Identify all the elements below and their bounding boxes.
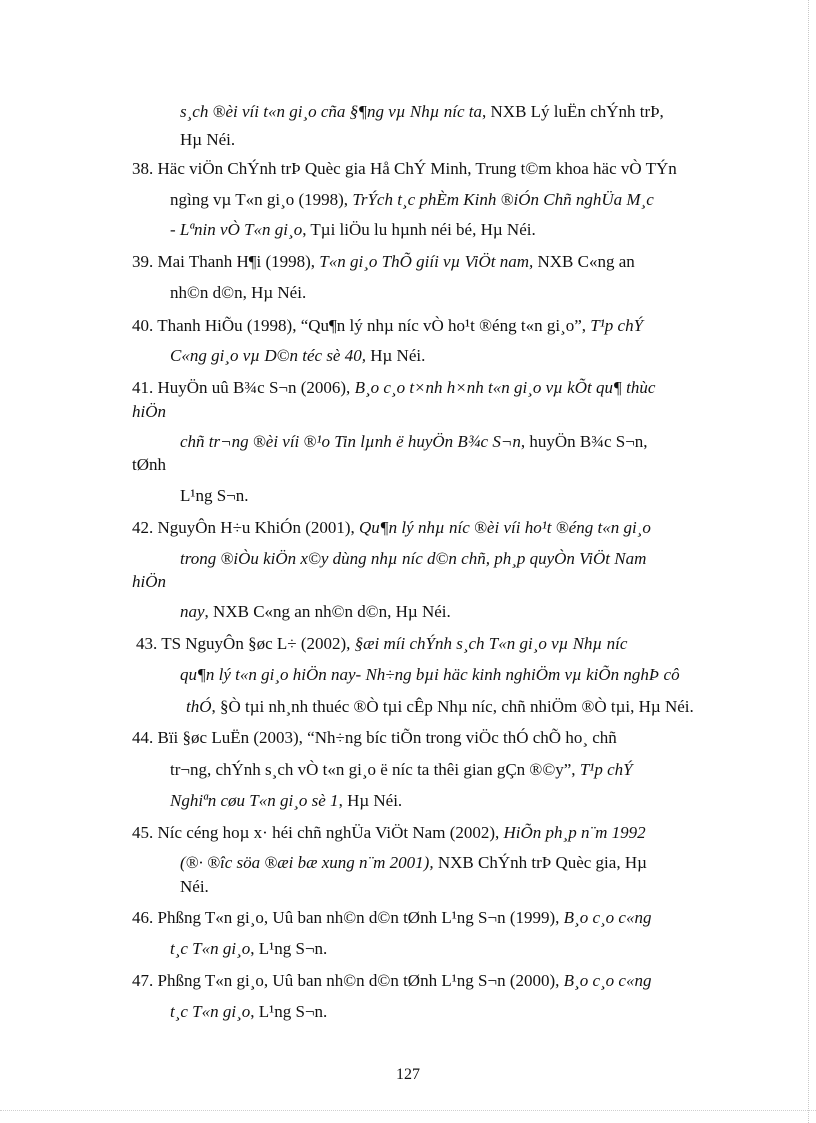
reference-title-text: T¹p chÝ <box>590 316 644 335</box>
reference-text: , L¹ng S¬n. <box>250 939 328 958</box>
reference-text: tr¬ng, chÝnh s¸ch vÒ t«n gi¸o ë níc ta thêi gian gÇn ®©y”, <box>170 760 580 779</box>
reference-line <box>132 727 617 749</box>
reference-line <box>132 907 651 929</box>
reference-title-text: T¹p chÝ <box>579 760 633 779</box>
reference-text: 38. Häc viÖn ChÝnh trÞ Quèc gia Hå ChÝ Minh, Trung t©m khoa häc vÒ TÝn <box>132 159 677 178</box>
reference-line <box>170 282 306 304</box>
reference-title-text: §æi míi chÝnh s¸ch T«n gi¸o vµ Nhµ níc <box>354 634 628 653</box>
reference-line <box>170 345 425 367</box>
reference-text: 41. HuyÖn uû B¾c S¬n (2006), <box>132 378 355 397</box>
reference-text: 43. TS NguyÔn §øc L÷ (2002), <box>136 634 355 653</box>
reference-text: Néi. <box>180 877 209 896</box>
reference-text: , L¹ng S¬n. <box>250 1002 328 1021</box>
reference-title-text: C«ng gi¸o vµ D©n téc sè 40, <box>170 346 366 365</box>
reference-title-text: HiÕn ph¸p n¨m 1992 <box>503 823 646 842</box>
reference-title-text: qu¶n lý t«n gi¸o hiÖn nay- Nh÷ng bµi häc kinh nghiÖm vµ kiÕn nghÞ cô <box>180 665 680 684</box>
reference-text: 42. NguyÔn H÷u KhiÓn (2001), <box>132 518 360 537</box>
reference-text: , NXB C«ng an nh©n d©n, Hµ Néi. <box>204 602 451 621</box>
reference-text: 47. Phßng T«n gi¸o, Uû ban nh©n d©n tØnh L¹ng S¬n (2000), <box>132 971 564 990</box>
reference-text: 46. Phßng T«n gi¸o, Uû ban nh©n d©n tØnh L¹ng S¬n (1999), <box>132 908 564 927</box>
reference-line <box>180 485 249 507</box>
reference-line <box>180 876 209 898</box>
reference-line <box>186 696 694 718</box>
reference-line <box>170 189 654 211</box>
page-border-bottom <box>0 1110 816 1111</box>
reference-line <box>170 759 633 781</box>
reference-line <box>132 315 643 337</box>
reference-line <box>132 454 166 476</box>
reference-title-text: chñ tr¬ng ®èi víi ®¹o Tin lµnh ë huyÖn B¾c S¬n <box>180 432 521 451</box>
reference-line <box>180 431 648 453</box>
reference-title-text: B¸o c¸o t×nh h×nh t«n gi¸o vµ kÕt qu¶ thùc <box>354 378 656 397</box>
reference-text: , NXB Lý luËn chÝnh trÞ, <box>482 102 664 121</box>
reference-line <box>136 633 627 655</box>
reference-line <box>132 251 635 273</box>
reference-line <box>180 852 647 874</box>
reference-line <box>170 938 327 960</box>
reference-title-text: B¸o c¸o c«ng <box>563 971 652 990</box>
reference-text: 45. Níc céng hoµ x· héi chñ nghÜa ViÖt Nam (2002), <box>132 823 504 842</box>
reference-text: NXB ChÝnh trÞ Quèc gia, Hµ <box>433 853 647 872</box>
reference-line <box>132 158 677 180</box>
reference-text: Hµ Néi. <box>180 130 236 149</box>
reference-line <box>180 601 451 623</box>
reference-title-text: thÓ <box>186 697 212 716</box>
reference-text: 39. Mai Thanh H¶i (1998), <box>132 252 320 271</box>
reference-title-text: (®· ®îc söa ®æi bæ xung n¨m 2001), <box>180 853 434 872</box>
reference-text: L¹ng S¬n. <box>180 486 249 505</box>
reference-title-text: - Lªnin vÒ T«n gi¸o <box>170 220 303 239</box>
reference-line <box>180 101 664 123</box>
reference-text: tØnh <box>132 455 166 474</box>
reference-title-text: B¸o c¸o c«ng <box>563 908 652 927</box>
reference-text: , Hµ Néi. <box>338 791 403 810</box>
reference-text: Hµ Néi. <box>365 346 426 365</box>
reference-title-text: hiÖn <box>132 402 166 421</box>
page-number: 127 <box>396 1066 420 1083</box>
reference-title-text: t¸c T«n gi¸o <box>170 939 251 958</box>
reference-title-text: t¸c T«n gi¸o <box>170 1002 251 1021</box>
reference-text: nh©n d©n, Hµ Néi. <box>170 283 307 302</box>
reference-title-text: trong ®iÒu kiÖn x©y dùng nhµ níc d©n chñ, ph¸p quyÒn ViÖt Nam <box>180 549 647 568</box>
reference-line <box>180 548 646 570</box>
reference-line <box>170 1001 327 1023</box>
page-border-right <box>808 0 809 1123</box>
reference-line <box>170 219 536 241</box>
reference-line <box>132 970 651 992</box>
reference-line <box>132 401 166 423</box>
reference-line <box>132 517 651 539</box>
reference-text: , Tµi liÖu lu hµnh néi bé, Hµ Néi. <box>302 220 536 239</box>
reference-text: NXB C«ng an <box>533 252 635 271</box>
reference-title-text: hiÖn <box>132 572 166 591</box>
reference-line <box>180 129 235 151</box>
reference-title-text: nay <box>180 602 205 621</box>
reference-title-text: s¸ch ®èi víi t«n gi¸o cña §¶ng vµ Nhµ níc ta <box>180 102 483 121</box>
reference-line <box>180 664 680 686</box>
reference-line <box>170 790 402 812</box>
reference-text: ngìng vµ T«n gi¸o (1998), <box>170 190 353 209</box>
reference-line <box>132 377 655 399</box>
reference-title-text: Qu¶n lý nhµ níc ®èi víi ho¹t ®éng t«n gi¸o <box>359 518 651 537</box>
reference-text: , §Ò tµi nh¸nh thuéc ®Ò tµi cÊp Nhµ níc, chñ nhiÖm ®Ò tµi, Hµ Néi. <box>211 697 694 716</box>
reference-title-text: T«n gi¸o ThÕ giíi vµ ViÖt nam, <box>319 252 534 271</box>
reference-text: 40. Thanh HiÕu (1998), “Qu¶n lý nhµ níc vÒ ho¹t ®éng t«n gi¸o”, <box>132 316 591 335</box>
reference-text: 44. Bïi §øc LuËn (2003), “Nh÷ng bíc tiÕn trong viÖc thÓ chÕ ho¸ chñ <box>132 728 617 747</box>
reference-title-text: TrÝch t¸c phÈm Kinh ®iÓn Chñ nghÜa M¸c <box>352 190 654 209</box>
reference-line <box>132 571 166 593</box>
reference-title-text: Nghiªn cøu T«n gi¸o sè 1 <box>170 791 339 810</box>
reference-line <box>132 822 646 844</box>
reference-text: , huyÖn B¾c S¬n, <box>520 432 648 451</box>
